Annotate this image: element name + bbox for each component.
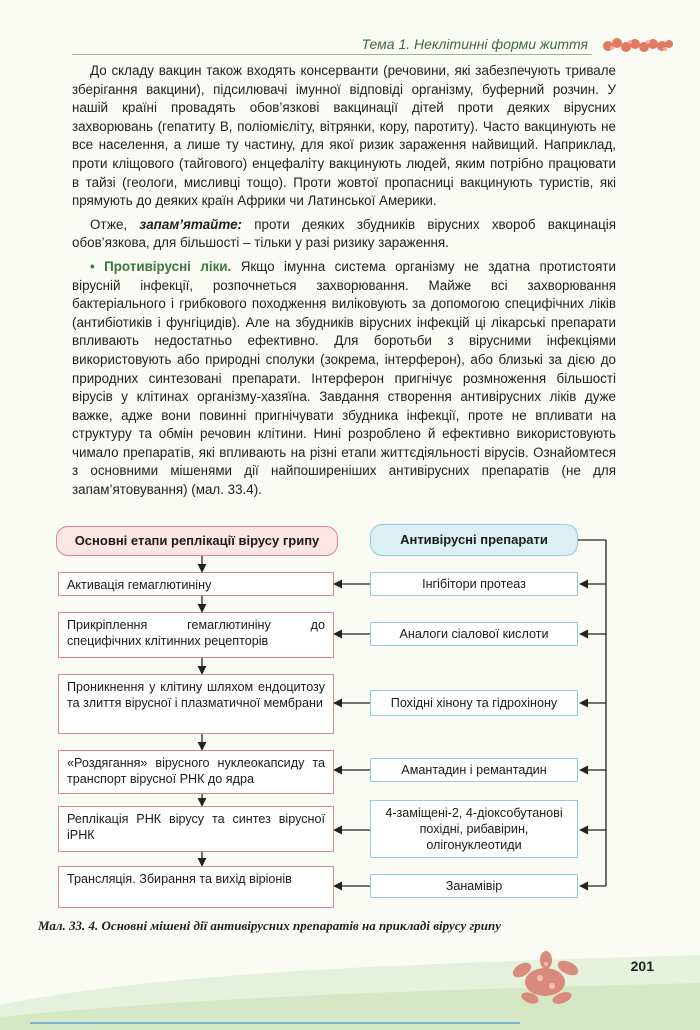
body-text <box>72 62 616 500</box>
drug-box: Аналоги сіалової кислоти <box>370 622 578 646</box>
coral-ornament-icon <box>602 36 674 56</box>
stage-box: Реплікація РНК вірусу та синтез вірусної іРНК <box>58 806 334 852</box>
header-rule <box>72 54 592 55</box>
stage-box: Прикріплення гемаглютиніну до специфічних клітинних рецепторів <box>58 612 334 658</box>
stage-box: Проникнення у клітину шляхом ендоцитозу та злиття вірусної і плазматичної мембрани <box>58 674 334 734</box>
remember-emphasis: запам’ятайте: <box>139 216 242 232</box>
running-header: Тема 1. Неклітинні форми життя <box>361 36 588 52</box>
figure-caption: Мал. 33. 4. Основні мішені дії антивірусних препаратів на прикладі вірусу грипу <box>38 918 501 933</box>
drug-box: Інгібітори протеаз <box>370 572 578 596</box>
antiviral-text: Якщо імунна система організму не здатна протистояти вірусній інфекції, розпочнеться захворювання. Майже всі захворювання бактеріального і грибкового походження виліковують за допомогою специфічних ліків (антибіотиків і фунгіцидів). Але на збудників вірусних інфекцій ці лікарські препарати впливають недостатньо ефективно. Для боротьби з вірусними інфекціями використовують або природні сполуки (зокрема, інтерферон), або близькі за дією до природних синтезовані препарати. Інтерферон пригнічує розмноження більшості вірусів у клітинах організму-хазяїна. Завдання створення антивірусних ліків дуже важке, адже вони повинні пригнічувати збудника інфекції, проте не впливати на структуру та обмін речовин клітини. Нині розроблено й ефективно використовують чимало препаратів, які впливають на різні етапи життєдіяльності вірусів. Ознайомтеся з основними мішенями дії найпоширеніших антивірусних препаратів (не для запам’ятовування) (мал. 33.4). <box>72 258 616 498</box>
footer-wave-decoration <box>0 935 700 1030</box>
remember-rest: проти деяких збудників вірусних хвороб вакцинація обов’язкова, для більшості – тільки у разі ризику зараження. <box>72 216 616 251</box>
stage-box: «Роздягання» вірусного нуклеокапсиду та транспорт вірусної РНК до ядра <box>58 750 334 794</box>
coral-icon <box>500 950 590 1010</box>
drugs-header: Антивірусні препарати <box>370 524 578 556</box>
page-number: 201 <box>630 958 654 974</box>
paragraph-antiviral <box>72 258 616 500</box>
drug-box: 4-заміщені-2, 4-діоксобутанові похідні, рибавірин, олігонуклеотиди <box>370 800 578 858</box>
remember-lead: Отже, <box>90 216 128 232</box>
drug-box: Занамівір <box>370 874 578 898</box>
paragraph-remember <box>72 216 616 253</box>
stage-box: Трансляція. Збирання та вихід віріонів <box>58 866 334 908</box>
drug-box: Амантадин і ремантадин <box>370 758 578 782</box>
stage-box: Активація гемаглютиніну <box>58 572 334 596</box>
antiviral-term: • Противірусні ліки. <box>90 258 232 274</box>
stages-header: Основні етапи реплікації вірусу грипу <box>56 526 338 556</box>
paragraph-vaccines: До складу вакцин також входять консерванти (речовини, які забезпечують тривале зберігання вакцини), підсилювачі імунної відповіді організму, буферний розчин. У нашій країні провадять обов’язкові вакцинації дітей проти деяких вірусних захворювань (гепатиту В, поліомієліту, вітрянки, кору, паротиту). Часто вакцинують не все населення, а лише ту частину, для якої ризик зараження найвищий. Наприклад, проти кліщового (тайгового) енцефаліту вакцинують людей, яким потрібно працювати в тайзі (геологи, мисливці тощо). Проти жовтої пропасниці вакцинують туристів, які прямують до деяких країн Африки чи Латинської Америки. <box>72 63 616 209</box>
drug-box: Похідні хінону та гідрохінону <box>370 690 578 716</box>
